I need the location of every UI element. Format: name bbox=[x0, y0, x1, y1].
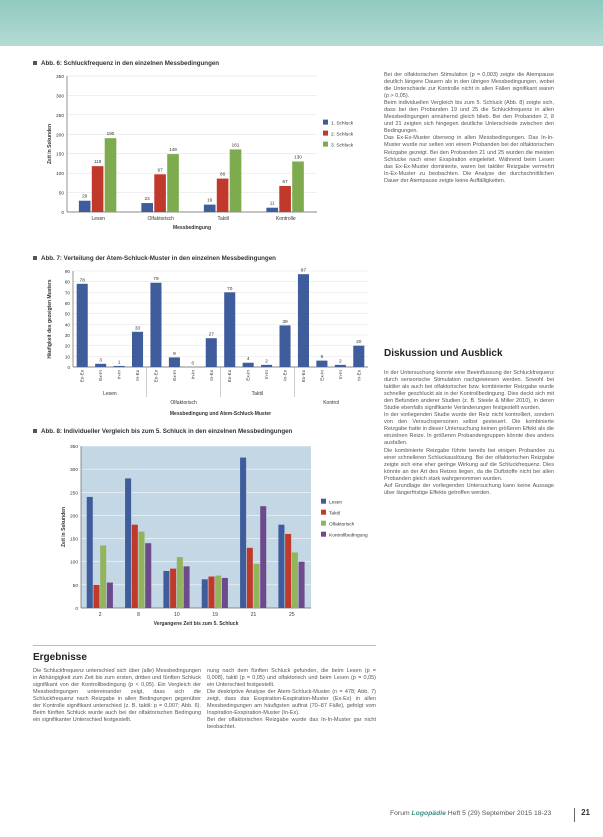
figure-8-chart bbox=[33, 440, 376, 640]
bar bbox=[316, 361, 327, 367]
paragraph: In der Untersuchung konnte eine Beeinflussung der Schluckfrequenz durch sensorische Stimulation nachgewiesen werden. Sowohl bei taktiler als auch bei olfaktorischer bzw. kombinierter Reizgabe wurde schneller geschluckt als in der Kontrollbedingung. Dies deckt sich mit den Befunden anderer Studien (z. B. Steele & Miller 2010), in deren Studie ebenfalls signifikante Veränderungen festgestellt wurden. bbox=[384, 370, 554, 412]
data-label: 2 bbox=[339, 359, 342, 365]
x-tick-label: 10 bbox=[174, 612, 180, 618]
legend-swatch bbox=[321, 521, 326, 526]
paragraph: Beim individuellen Vergleich bis zum 5. Schluck (Abb. 8) zeigte sich, dass bei den Probanden 19 und 25 die Schluckfrequenz in allen Messbedingungen annähernd gleich blieb. Bei den Probanden 2, 8 und 21 zeigten sich hingegen deutliche Unterschiede zwischen den Bedingungen. bbox=[384, 100, 554, 135]
x-tick-label: Ex-Ex bbox=[227, 370, 233, 383]
legend-swatch bbox=[323, 142, 328, 147]
bar bbox=[224, 292, 235, 367]
group-label: Olfaktorisch bbox=[170, 400, 197, 406]
bar bbox=[105, 138, 117, 212]
x-tick-label: Ex-In bbox=[98, 370, 104, 381]
bar bbox=[92, 166, 104, 212]
bar bbox=[132, 332, 143, 367]
legend-label: Lesen bbox=[329, 500, 343, 506]
bar bbox=[150, 283, 161, 367]
bar bbox=[107, 583, 113, 608]
y-tick-label: 70 bbox=[64, 290, 70, 296]
x-axis-label: Messbedingung bbox=[172, 225, 212, 231]
y-tick-label: 100 bbox=[55, 172, 64, 178]
paragraph: Bei der olfaktorischen Reizgabe wurde das In-In-Muster gar nicht beobachtet. bbox=[207, 717, 376, 731]
data-label: 87 bbox=[300, 268, 307, 274]
bar bbox=[141, 203, 153, 212]
text-column-right-top bbox=[384, 72, 554, 342]
data-label: 6 bbox=[320, 355, 324, 361]
bullet-square-icon bbox=[33, 429, 37, 433]
x-tick-label: Ex-In bbox=[171, 370, 177, 381]
data-label: 118 bbox=[93, 159, 102, 165]
data-label: 97 bbox=[157, 167, 163, 173]
x-tick-label: Kontrolle bbox=[275, 216, 296, 222]
y-tick-label: 50 bbox=[72, 583, 78, 589]
y-tick-label: 300 bbox=[69, 468, 78, 474]
legend-swatch bbox=[323, 131, 328, 136]
data-label: 67 bbox=[282, 178, 288, 184]
y-axis-label: Häufigkeit des gezeigten Musters bbox=[47, 279, 53, 359]
legend-swatch bbox=[321, 499, 326, 504]
footer-magazine-name: Logopädie bbox=[411, 810, 446, 817]
legend-label: Olfaktorisch bbox=[329, 522, 355, 528]
bar bbox=[125, 478, 131, 608]
data-label: 11 bbox=[269, 200, 275, 206]
section-heading-diskussion: Diskussion und Ausblick bbox=[384, 348, 503, 359]
bar bbox=[217, 179, 229, 212]
x-tick-label: 19 bbox=[212, 612, 218, 618]
bar bbox=[79, 201, 91, 212]
paragraph: Bei der olfaktorischen Stimulation (p = 0,003) zeigte die Atempause deutlich längere Dauern als in den übrigen Messbedingungen, wobei die Unterschiede zur Kontrolle nicht in allen Fällen signifikant waren (p > 0,05). bbox=[384, 72, 554, 100]
bar bbox=[299, 562, 305, 608]
x-tick-label: In-In bbox=[190, 370, 196, 380]
data-label: 78 bbox=[79, 278, 85, 284]
legend-swatch bbox=[321, 532, 326, 537]
data-label: 86 bbox=[220, 171, 226, 177]
x-tick-label: In-In bbox=[264, 370, 270, 380]
y-tick-label: 80 bbox=[64, 279, 70, 285]
data-label: 190 bbox=[106, 131, 115, 137]
footer-magazine-prefix: Forum bbox=[390, 810, 410, 817]
bar bbox=[278, 525, 284, 608]
data-label: 4 bbox=[246, 357, 250, 363]
data-label: 1 bbox=[117, 360, 121, 366]
data-label: 2 bbox=[265, 359, 268, 365]
y-tick-label: 350 bbox=[69, 445, 78, 450]
bar bbox=[254, 564, 260, 608]
y-tick-label: 100 bbox=[69, 560, 78, 566]
page-number: 21 bbox=[574, 808, 590, 822]
data-label: 0 bbox=[191, 361, 195, 367]
bar bbox=[100, 546, 106, 608]
y-tick-label: 200 bbox=[55, 133, 64, 139]
x-tick-label: Olfaktorisch bbox=[147, 216, 174, 222]
paragraph: Die kombinierte Reizgabe führte bereits bei einigen Probanden zu einer schnelleren Schluckauslösung. Bei der olfaktorischen Reizgabe zeigte sich eine eher geringe Wirkung auf die Schluckfrequenz. Dies könnte an der Art des Reizes liegen, da die Duftstoffe nicht bei allen Probanden gleich stark wahrgenommen wurden. bbox=[384, 447, 554, 482]
x-tick-label: In-Ex bbox=[135, 370, 141, 381]
y-tick-label: 0 bbox=[67, 365, 70, 370]
paragraph: In der vorliegenden Studie wurde der Reiz nicht kontrolliert, sondern von den Versuchspersonen selbst gesteuert. Die kombinierte Reizgabe hatte in dieser Untersuchung keinen größeren Effekt als die einzelnen Reize. In größeren Probandengruppen könnte dies anders ausfallen. bbox=[384, 412, 554, 447]
data-label: 27 bbox=[208, 332, 214, 338]
figure-7-heading: Abb. 7: Verteilung der Atem-Schluck-Muster in den einzelnen Messbedingungen bbox=[33, 255, 276, 262]
bar bbox=[114, 366, 125, 367]
y-tick-label: 200 bbox=[69, 514, 78, 520]
figure-6-chart bbox=[33, 70, 376, 240]
bar bbox=[279, 186, 291, 212]
legend-label: 2. Schluck bbox=[331, 132, 354, 138]
x-tick-label: 2 bbox=[98, 612, 102, 618]
bar bbox=[247, 548, 253, 608]
data-label: 33 bbox=[134, 326, 141, 332]
bar bbox=[206, 338, 217, 367]
bar bbox=[292, 161, 304, 212]
bar bbox=[177, 557, 183, 608]
bar bbox=[266, 208, 278, 212]
paragraph: Auf Grundlage der vorliegenden Untersuchung kann keine Aussage über längerfristige Effekte getroffen werden. bbox=[384, 482, 554, 496]
group-label: Taktil bbox=[251, 391, 264, 397]
data-label: 20 bbox=[356, 340, 362, 346]
y-tick-label: 40 bbox=[64, 322, 70, 328]
y-tick-label: 0 bbox=[61, 211, 64, 216]
data-label: 23 bbox=[144, 196, 150, 202]
data-label: 39 bbox=[282, 319, 288, 325]
y-tick-label: 350 bbox=[55, 75, 64, 80]
data-label: 79 bbox=[153, 277, 159, 283]
bar bbox=[202, 579, 208, 608]
x-tick-label: In-Ex bbox=[356, 370, 362, 381]
group-label: Kontrol bbox=[323, 400, 340, 406]
bar bbox=[163, 571, 169, 608]
bar bbox=[169, 357, 180, 367]
x-tick-label: Lesen bbox=[91, 216, 106, 222]
figure-6-heading: Abb. 6: Schluckfrequenz in den einzelnen Messbedingungen bbox=[33, 60, 219, 67]
x-tick-label: 25 bbox=[289, 612, 295, 618]
y-tick-label: 50 bbox=[58, 191, 64, 197]
bar bbox=[298, 274, 309, 367]
x-tick-label: In-In bbox=[116, 370, 122, 380]
x-tick-label: Ex-Ex bbox=[79, 370, 85, 383]
section-heading-ergebnisse: Ergebnisse bbox=[33, 652, 87, 663]
x-tick-label: In-In bbox=[337, 370, 343, 380]
page-footer bbox=[390, 810, 590, 824]
x-tick-label: 21 bbox=[250, 612, 257, 618]
header-band bbox=[0, 0, 603, 46]
y-tick-label: 150 bbox=[55, 152, 64, 158]
bar bbox=[292, 552, 298, 608]
legend-label: Kontrollbedingung bbox=[329, 533, 368, 539]
y-tick-label: 90 bbox=[64, 269, 70, 274]
bar bbox=[154, 174, 166, 212]
bar bbox=[353, 346, 364, 367]
legend-swatch bbox=[323, 120, 328, 125]
bullet-square-icon bbox=[33, 61, 37, 65]
data-label: 130 bbox=[294, 154, 302, 160]
bar bbox=[170, 569, 176, 608]
bar bbox=[243, 363, 254, 367]
x-tick-label: In-Ex bbox=[282, 370, 288, 381]
bar bbox=[139, 532, 145, 608]
legend-label: Taktil bbox=[329, 511, 340, 517]
plot-background bbox=[81, 446, 311, 608]
legend-label: 3. Schluck bbox=[331, 143, 354, 149]
bar bbox=[77, 284, 88, 367]
y-tick-label: 0 bbox=[75, 607, 78, 612]
data-label: 29 bbox=[82, 193, 88, 199]
y-tick-label: 20 bbox=[64, 343, 70, 349]
y-tick-label: 60 bbox=[64, 301, 70, 306]
data-label: 149 bbox=[169, 147, 177, 153]
data-label: 19 bbox=[207, 197, 213, 203]
paragraph: Die deskriptive Analyse der Atem-Schluck-Muster (n = 478; Abb. 7) zeigt, dass das Exspiration-Exspiration-Muster (Ex-Ex) in allen Messbedingungen am häufigsten auftrat (70–87 Fälle), gefolgt vom Inspiration-Exspiration-Muster (In-Ex). bbox=[207, 689, 376, 717]
x-tick-label: 8 bbox=[137, 612, 140, 618]
group-label: Lesen bbox=[103, 391, 117, 397]
bar bbox=[204, 205, 216, 212]
bar bbox=[145, 543, 151, 608]
bar bbox=[280, 325, 291, 367]
text-column-right-bottom bbox=[384, 370, 554, 805]
paragraph: Das Ex-Ex-Muster überwog in allen Messbedingungen. Das In-In-Muster wurde nur selten von einem Probanden bei der olfaktorischen Reizgabe gezeigt. Bei den Probanden 21 und 25 wurden die meisten Schlucke nach einer Exspiration eingeleitet. Während beim Lesen das Ex-Ex-Muster dominierte, waren bei taktiler Reizgabe vermehrt In-Ex-Muster zu beobachten. Die Analyse der durchschnittlichen Dauer der Atempause zeigte keine Auffälligkeiten. bbox=[384, 135, 554, 184]
data-label: 70 bbox=[227, 286, 233, 292]
bar bbox=[260, 506, 266, 608]
y-tick-label: 50 bbox=[64, 311, 70, 317]
y-axis-label: Zeit in Sekunden bbox=[47, 123, 53, 165]
bar bbox=[208, 577, 214, 608]
bar bbox=[240, 458, 246, 608]
x-axis-label: Messbedingung und Atem-Schluck-Muster bbox=[169, 411, 272, 417]
bar bbox=[184, 566, 190, 608]
x-tick-label: Ex-In bbox=[245, 370, 251, 381]
paragraph: nung nach dem fünften Schluck gefunden, die beim Lesen (p = 0,008), taktil (p = 0,05) und olfaktorisch und beim Lesen (p = 0,05) ein Unterschied festgestellt. bbox=[207, 668, 376, 689]
bar bbox=[222, 578, 228, 608]
paragraph: Die Schluckfrequenz unterschied sich über (alle) Messbedingungen in Abhängigkeit zum Zeit bis zum ersten, dritten und fünften Schluck signifikant von der Kontrollbedingung (p < 0,05). Ein Vergleich der Messbedingungen untereinander zeigt, dass sich die Schluckfrequenz nach Reizgabe in allen Bedingungen gegenüber der Kontrolle signifikant unterschied (z. B. taktil: p = 0,007; Abb. 6). Beim fünften Schluck wurde auch bei der olfaktorischen Bedingung ein signifikanter Unterschied festgestellt. bbox=[33, 668, 201, 724]
bar bbox=[230, 149, 242, 212]
x-tick-label: Taktil bbox=[217, 216, 229, 222]
figure-divider bbox=[33, 645, 376, 646]
bar bbox=[215, 576, 221, 608]
footer-issue: Heft 5 (29) September 2015 18-23 bbox=[447, 810, 552, 817]
bar bbox=[132, 525, 138, 608]
data-label: 9 bbox=[173, 351, 176, 357]
y-axis-label: Zeit in Sekunden bbox=[61, 506, 67, 548]
bar bbox=[335, 365, 346, 367]
x-tick-label: In-Ex bbox=[208, 370, 214, 381]
x-tick-label: Ex-Ex bbox=[153, 370, 159, 383]
y-tick-label: 250 bbox=[69, 491, 78, 497]
legend-swatch bbox=[321, 510, 326, 515]
bar bbox=[167, 154, 179, 212]
y-tick-label: 10 bbox=[64, 354, 70, 360]
figure-7-chart bbox=[33, 265, 376, 425]
x-tick-label: Ex-Ex bbox=[300, 370, 306, 383]
figure-8-heading: Abb. 8: Individueller Vergleich bis zum 5. Schluck in den einzelnen Messbedingungen bbox=[33, 428, 292, 435]
x-tick-label: Ex-In bbox=[319, 370, 325, 381]
bar bbox=[95, 364, 106, 367]
legend-label: 1. Schluck bbox=[331, 121, 354, 127]
y-tick-label: 150 bbox=[69, 537, 78, 543]
data-label: 161 bbox=[231, 142, 240, 148]
y-tick-label: 250 bbox=[55, 113, 64, 119]
y-tick-label: 30 bbox=[64, 333, 70, 338]
x-axis-label: Vergangene Zeit bis zum 5. Schluck bbox=[153, 621, 239, 627]
bar bbox=[93, 585, 99, 608]
data-label: 3 bbox=[99, 358, 102, 364]
y-tick-label: 300 bbox=[55, 94, 64, 100]
bar bbox=[285, 534, 291, 608]
bar bbox=[261, 365, 272, 367]
bullet-square-icon bbox=[33, 256, 37, 260]
text-column-middle bbox=[207, 668, 376, 808]
bar bbox=[87, 497, 93, 608]
text-column-left bbox=[33, 668, 201, 808]
